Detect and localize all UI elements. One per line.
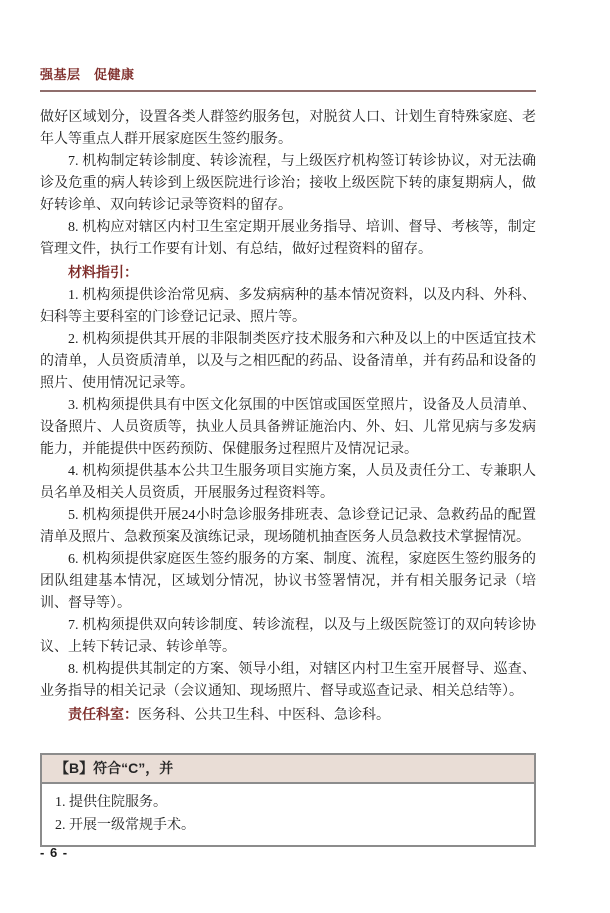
materials-item-6: 6. 机构须提供家庭医生签约服务的方案、制度、流程，家庭医生签约服务的团队组建基本情况，区域划分情况，协议书签署情况，并有相关服务记录（培训、督导等）。 [40, 552, 536, 611]
responsible-dept-text: 医务科、公共卫生科、中医科、急诊科。 [138, 708, 390, 723]
numbered-paragraph-8: 8. 机构应对辖区内村卫生室定期开展业务指导、培训、督导、考核等，制定管理文件，执行工作要有计划、有总结，做好过程资料的留存。 [40, 220, 536, 257]
numbered-paragraph-7: 7. 机构制定转诊制度、转诊流程，与上级医疗机构签订转诊协议，对无法确诊及危重的病人转诊到上级医院进行诊治；接收上级医院下转的康复期病人，做好转诊单、双向转诊记录等资料的留存。 [40, 154, 536, 213]
materials-item-7: 7. 机构须提供双向转诊制度、转诊流程，以及与上级医院签订的双向转诊协议、上转下转记录、转诊单等。 [40, 618, 536, 655]
materials-item-4: 4. 机构须提供基本公共卫生服务项目实施方案，人员及责任分工、专兼职人员名单及相关人员资质，开展服务过程资料等。 [40, 464, 536, 501]
materials-guide-label: 材料指引： [68, 264, 138, 280]
responsible-dept-line [40, 703, 536, 727]
grade-b-item-2: 2. 开展一级常规手术。 [55, 818, 195, 833]
materials-item-5: 5. 机构须提供开展24小时急诊服务排班表、急诊登记记录、急救药品的配置清单及照片、急救预案及演练记录，现场随机抽查医务人员急救技术掌握情况。 [40, 508, 536, 545]
grade-b-box-header: 【B】符合“C”，并 [42, 755, 534, 784]
header-rule [40, 90, 536, 92]
materials-item-2: 2. 机构须提供其开展的非限制类医疗技术服务和六种及以上的中医适宜技术的清单，人员资质清单，以及与之相匹配的药品、设备清单，并有药品和设备的照片、使用情况记录等。 [40, 332, 536, 391]
page-number: - 6 - [40, 845, 69, 860]
grade-b-item-1: 1. 提供住院服务。 [55, 795, 167, 810]
materials-item-1: 1. 机构须提供诊治常见病、多发病病种的基本情况资料，以及内科、外科、妇科等主要科室的门诊登记记录、照片等。 [40, 288, 536, 325]
responsible-dept-label: 责任科室： [68, 706, 138, 722]
running-header [40, 64, 536, 92]
materials-guide-label-line [40, 261, 536, 285]
grade-b-box-body [42, 784, 534, 845]
page-content [40, 64, 536, 847]
grade-b-box [40, 753, 536, 847]
running-header-title: 强基层 促健康 [40, 67, 135, 82]
body-text [40, 107, 536, 727]
materials-item-3: 3. 机构须提供具有中医文化氛围的中医馆或国医堂照片，设备及人员清单、设备照片、人员资质等，执业人员具备辨证施治内、外、妇、儿常见病与多发病能力，并能提供中医药预防、保健服务过程照片及情况记录。 [40, 398, 536, 457]
materials-item-8: 8. 机构提供其制定的方案、领导小组，对辖区内村卫生室开展督导、巡查、业务指导的相关记录（会议通知、现场照片、督导或巡查记录、相关总结等）。 [40, 662, 536, 699]
intro-paragraph: 做好区域划分，设置各类人群签约服务包，对脱贫人口、计划生育特殊家庭、老年人等重点人群开展家庭医生签约服务。 [40, 110, 536, 147]
